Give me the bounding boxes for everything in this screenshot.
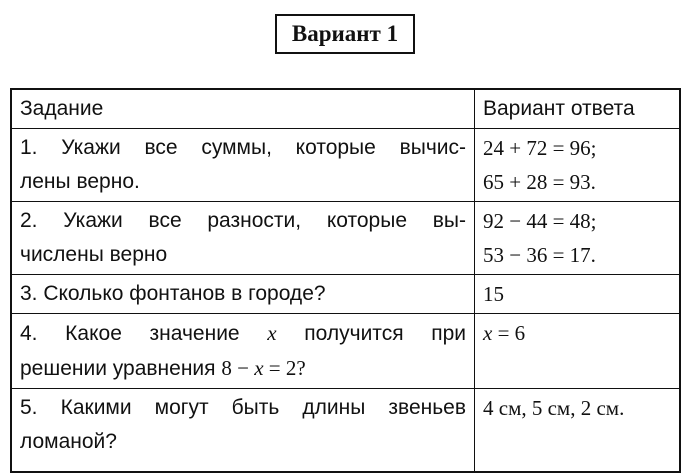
task-text: числены верно — [20, 243, 168, 266]
tasks-table — [10, 88, 681, 473]
answer-cell — [475, 314, 681, 389]
task-text — [20, 351, 466, 386]
variable-x: x — [267, 321, 277, 345]
variable-x: x — [483, 321, 493, 345]
task-text: 2. Укажи все разности, которые вы- — [20, 209, 466, 232]
task-text — [20, 316, 466, 351]
table-row — [11, 389, 680, 472]
task-text-part: решении уравнения — [20, 357, 222, 380]
header-answer: Вариант ответа — [475, 89, 681, 129]
answer-text: 15 — [483, 282, 504, 306]
table-row — [11, 275, 680, 314]
answer-cell — [475, 129, 681, 202]
task-cell — [11, 129, 475, 202]
table-row — [11, 314, 680, 389]
answer-text-part: = 6 — [492, 321, 526, 345]
equation-part: = 2? — [263, 356, 306, 380]
task-text: лены верно. — [20, 170, 140, 193]
task-cell — [11, 275, 475, 314]
task-cell — [11, 314, 475, 389]
variable-x: x — [254, 356, 264, 380]
header-task: Задание — [11, 89, 475, 129]
task-text: 3. Сколько фонтанов в городе? — [20, 282, 326, 305]
equation-part: 8 − — [221, 356, 255, 380]
table-row — [11, 202, 680, 275]
answer-cell — [475, 389, 681, 472]
answer-text: 65 + 28 = 93. — [483, 170, 596, 194]
answer-text: 24 + 72 = 96; — [483, 136, 597, 160]
task-text-part: 4. Какое значение — [20, 322, 268, 345]
task-cell — [11, 389, 475, 472]
answer-cell — [475, 275, 681, 314]
task-cell — [11, 202, 475, 275]
variant-title: Вариант 1 — [275, 14, 415, 54]
table-header-row — [11, 89, 680, 129]
answer-text — [483, 316, 671, 350]
answer-text: 53 − 36 = 17. — [483, 243, 596, 267]
task-text: 5. Какими могут быть длины звеньев — [20, 396, 466, 419]
answer-text: 4 см, 5 см, 2 см. — [483, 396, 625, 420]
task-text: 1. Укажи все суммы, которые вычис- — [20, 136, 466, 159]
table-row — [11, 129, 680, 202]
task-text-part: получится при — [276, 322, 467, 345]
answer-text: 92 − 44 = 48; — [483, 209, 597, 233]
answer-cell — [475, 202, 681, 275]
task-text: ломаной? — [20, 430, 117, 453]
